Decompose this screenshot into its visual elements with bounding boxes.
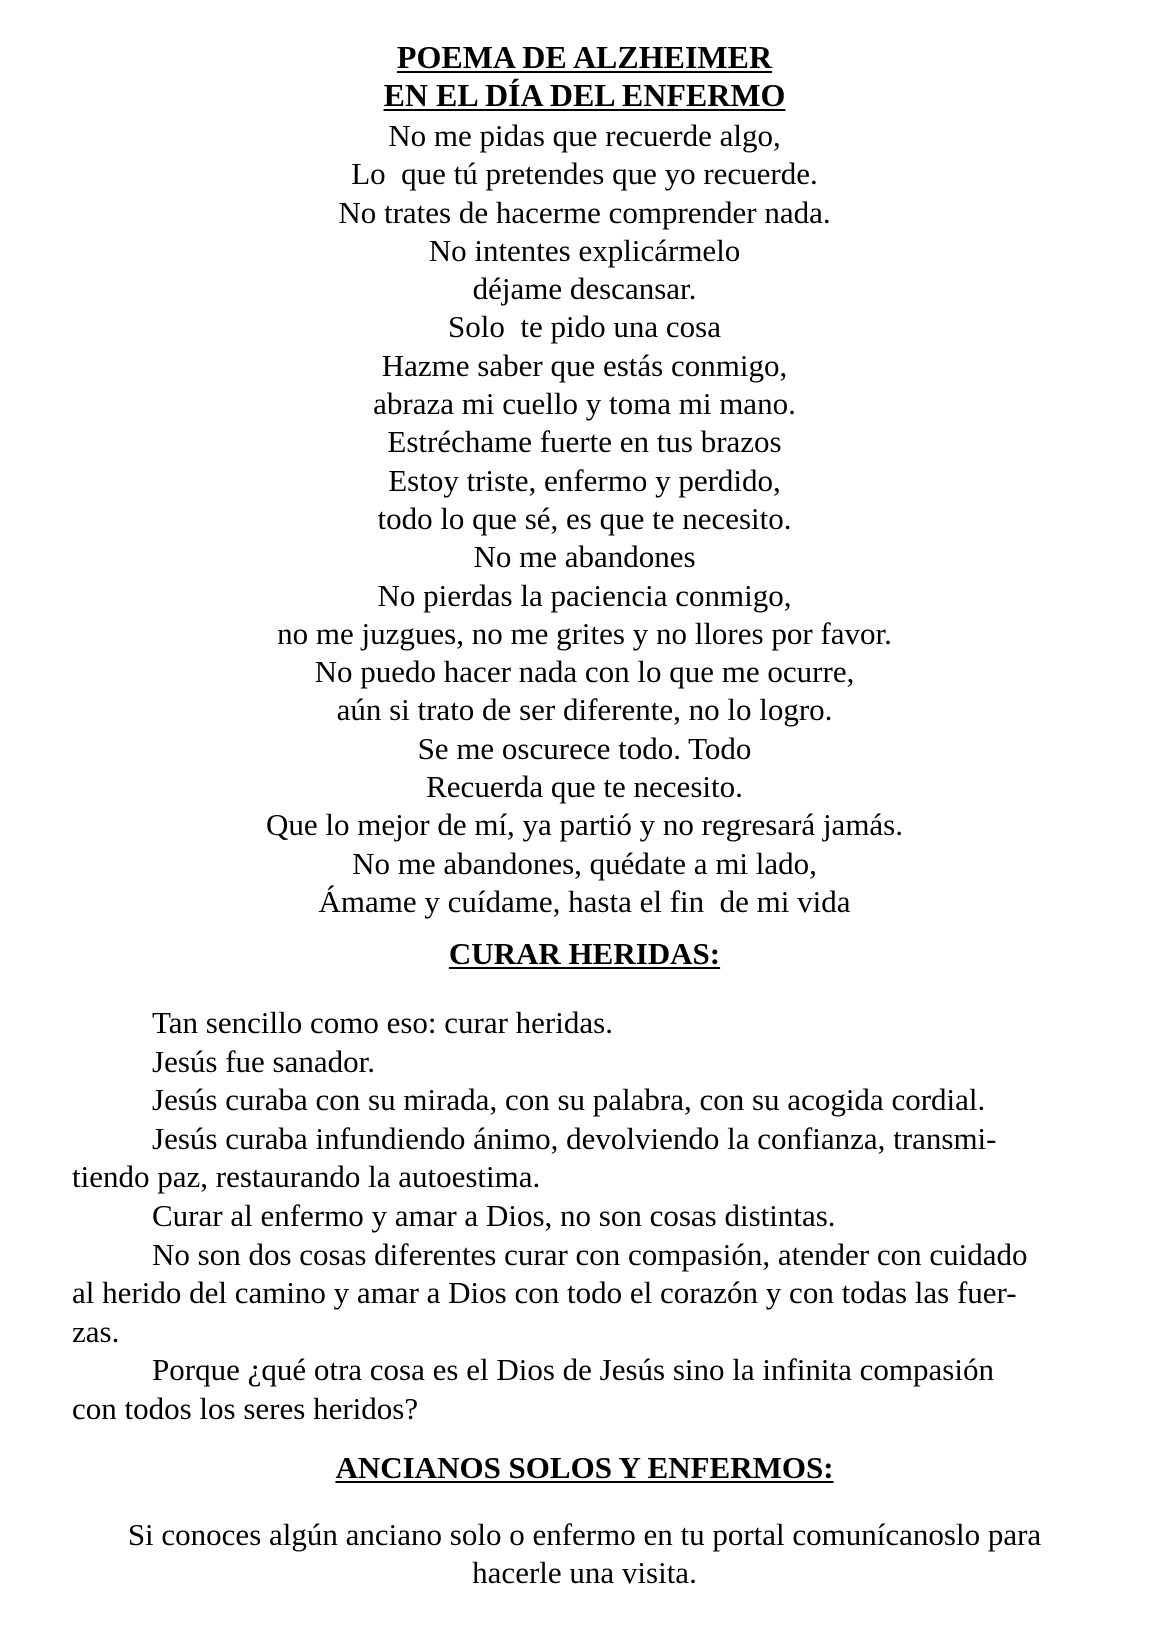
poem-line: No me pidas que recuerde algo, bbox=[388, 118, 781, 153]
poem-line: Se me oscurece todo. Todo bbox=[417, 730, 752, 766]
poem-line: Que lo mejor de mí, ya partió y no regresará jamás. bbox=[266, 807, 903, 843]
poem-line: No me abandones bbox=[473, 539, 696, 575]
poem-line: Recuerda que te necesito. bbox=[426, 769, 743, 805]
poem-title bbox=[0, 38, 1169, 114]
poem-line: Solo te pido una cosa bbox=[448, 309, 721, 345]
paragraph: Porque ¿qué otra cosa es el Dios de Jesús sino la infinita compasión bbox=[152, 1352, 994, 1388]
paragraph: Jesús curaba con su mirada, con su palabra, con su acogida cordial. bbox=[152, 1082, 986, 1118]
curar-heridas-text bbox=[72, 1004, 1102, 1429]
ancianos-text-line-1: Si conoces algún anciano solo o enfermo en tu portal comunícanoslo para bbox=[127, 1517, 1042, 1552]
poem-line: No puedo hacer nada con lo que me ocurre, bbox=[314, 654, 855, 690]
poem-line: No trates de hacerme comprender nada. bbox=[338, 194, 831, 230]
paragraph: Curar al enfermo y amar a Dios, no son cosas distintas. bbox=[152, 1197, 836, 1233]
ancianos-heading: ANCIANOS SOLOS Y ENFERMOS: bbox=[335, 1450, 834, 1485]
poem-line: todo lo que sé, es que te necesito. bbox=[377, 500, 792, 536]
poem-line: Lo que tú pretendes que yo recuerde. bbox=[351, 156, 818, 192]
poem-line: Hazme saber que estás conmigo, bbox=[381, 347, 788, 383]
paragraph: Tan sencillo como eso: curar heridas. bbox=[152, 1005, 613, 1040]
poem-line: abraza mi cuello y toma mi mano. bbox=[373, 386, 796, 422]
poem-line: Estoy triste, enfermo y perdido, bbox=[388, 462, 781, 498]
poem-line: Ámame y cuídame, hasta el fin de mi vida bbox=[318, 883, 851, 919]
poem-line: Estréchame fuerte en tus brazos bbox=[387, 424, 782, 460]
poem-line: No intentes explicármelo bbox=[428, 232, 741, 268]
paragraph: No son dos cosas diferentes curar con compasión, atender con cuidado bbox=[152, 1236, 1028, 1272]
poem-body bbox=[0, 117, 1169, 921]
paragraph-continuation: al herido del camino y amar a Dios con todo el corazón y con todas las fuer- bbox=[72, 1275, 1017, 1311]
poem-line: déjame descansar. bbox=[472, 271, 697, 307]
ancianos-text bbox=[60, 1516, 1109, 1592]
poem-line: aún si trato de ser diferente, no lo logro. bbox=[336, 692, 833, 728]
poem-line: No pierdas la paciencia conmigo, bbox=[377, 577, 792, 613]
curar-heridas-heading: CURAR HERIDAS: bbox=[448, 936, 721, 971]
paragraph-continuation: con todos los seres heridos? bbox=[72, 1390, 419, 1426]
paragraph-continuation: zas. bbox=[72, 1313, 120, 1349]
paragraph: Jesús curaba infundiendo ánimo, devolviendo la confianza, transmi- bbox=[152, 1120, 997, 1156]
poem-line: no me juzgues, no me grites y no llores por favor. bbox=[277, 615, 892, 651]
ancianos-text-line-2: hacerle una visita. bbox=[472, 1555, 697, 1590]
poem-title-line-2: EN EL DÍA DEL ENFERMO bbox=[383, 77, 786, 113]
paragraph-continuation: tiendo paz, restaurando la autoestima. bbox=[72, 1159, 541, 1195]
poem-line: No me abandones, quédate a mi lado, bbox=[352, 845, 817, 881]
paragraph: Jesús fue sanador. bbox=[152, 1043, 375, 1079]
poem-title-line-1: POEMA DE ALZHEIMER bbox=[396, 39, 773, 75]
